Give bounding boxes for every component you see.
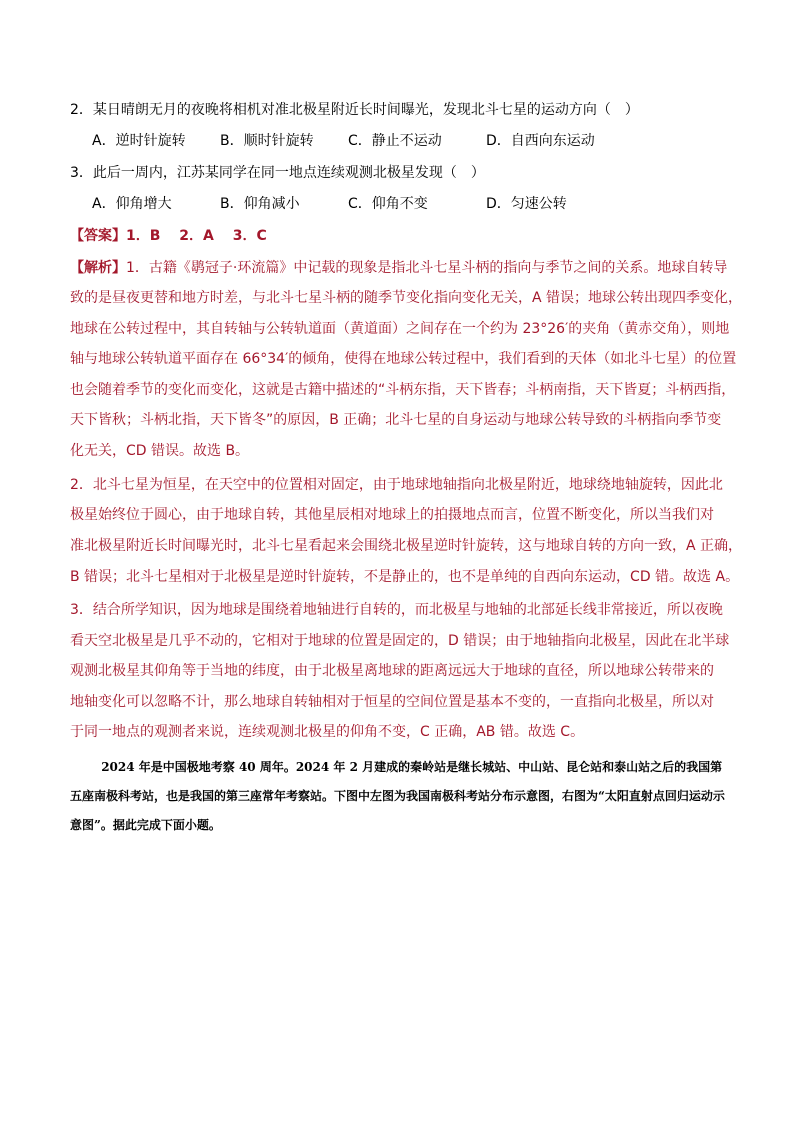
question-2-stem: 2．某日晴朗无月的夜晚将相机对准北极星附近长时间曝光，发现北斗七星的运动方向（ ） xyxy=(70,102,639,118)
analysis-line: 极星始终位于圆心，由于地球自转，其他星辰相对地球上的拍摄地点而言，位置不断变化，所以当我们对 xyxy=(70,507,714,523)
analysis-line: 轴与地球公转轨道平面存在 66°34′的倾角，使得在地球公转过程中，我们看到的天体（如北斗七星）的位置 xyxy=(70,351,737,367)
analysis-line: 天下皆秋；斗柄北指，天下皆冬”的原因，B 正确；北斗七星的自身运动与地球公转导致的斗柄指向季节变 xyxy=(70,412,722,428)
analysis-line: 2．北斗七星为恒星，在天空中的位置相对固定，由于地球地轴指向北极星附近，地球绕地轴旋转，因此北 xyxy=(70,477,723,493)
question-3-options xyxy=(92,194,567,214)
question-2-option-c: C．静止不运动 xyxy=(348,133,442,149)
analysis-line: 致的是昼夜更替和地方时差，与北斗七星斗柄的随季节变化指向变化无关，A 错误；地球公转出现四季变化， xyxy=(70,290,743,306)
analysis-line: 也会随着季节的变化而变化，这就是古籍中描述的“斗柄东指，天下皆春；斗柄南指，天下皆夏；斗柄西指， xyxy=(70,382,736,398)
question-3-option-c: C．仰角不变 xyxy=(348,196,428,212)
material-paragraph xyxy=(70,753,725,840)
question-3-option-a: A．仰角增大 xyxy=(92,196,172,212)
analysis-line: 准北极星附近长时间曝光时，北斗七星看起来会围绕北极星逆时针旋转，这与地球自转的方向一致，A 正确， xyxy=(70,538,743,554)
question-3-option-b: B．仰角减小 xyxy=(220,196,300,212)
analysis-line: 于同一地点的观测者来说，连续观测北极星的仰角不变，C 正确，AB 错。故选 C。 xyxy=(70,724,585,740)
analysis-line: 看天空北极星是几乎不动的，它相对于地球的位置是固定的，D 错误；由于地轴指向北极星，因此在北半球 xyxy=(70,633,730,649)
analysis-line: B 错误；北斗七星相对于北极星是逆时针旋转，不是静止的，也不是单纯的自西向东运动，CD 错。故选 A。 xyxy=(70,569,740,585)
analysis-line: 观测北极星其仰角等于当地的纬度，由于北极星离地球的距离远远大于地球的直径，所以地球公转带来的 xyxy=(70,663,714,679)
answer-text: 1．B 2．A 3．C xyxy=(126,228,267,244)
answer-label: 【答案】 xyxy=(70,228,126,244)
question-3-stem: 3．此后一周内，江苏某同学在同一地点连续观测北极星发现（ ） xyxy=(70,165,485,181)
analysis-line: 化无关，CD 错误。故选 B。 xyxy=(70,443,250,459)
question-3-option-d: D．匀速公转 xyxy=(486,196,567,212)
question-2-option-b: B．顺时针旋转 xyxy=(220,133,314,149)
analysis-line: 地轴变化可以忽略不计，那么地球自转轴相对于恒星的空间位置是基本不变的，一直指向北极星，所以对 xyxy=(70,694,714,710)
question-2-option-d: D．自西向东运动 xyxy=(486,133,595,149)
analysis-line: 地球在公转过程中，其自转轴与公转轨道面（黄道面）之间存在一个约为 23°26′的夹角（黄赤交角），则地 xyxy=(70,321,730,337)
question-2-option-a: A．逆时针旋转 xyxy=(92,133,186,149)
analysis-line: 3．结合所学知识，因为地球是围绕着地轴进行自转的，而北极星与地轴的北部延长线非常接近，所以夜晚 xyxy=(70,602,723,618)
question-2-options xyxy=(92,131,595,151)
material-text: 2024 年是中国极地考察 40 周年。2024 年 2 月建成的秦岭站是继长城站、中山站、昆仑站和泰山站之后的我国第五座南极科考站，也是我国的第三座常年考察站。下图中左图为我国南极科考站分布示意图，右图为“太阳直射点回归运动示意图”。据此完成下面小题。 xyxy=(70,760,725,832)
answer-block xyxy=(70,226,730,246)
analysis-label: 【解析】 xyxy=(70,260,126,276)
analysis-line: 【解析】1．古籍《鹖冠子·环流篇》中记载的现象是指北斗七星斗柄的指向与季节之间的关系。地球自转导 xyxy=(70,260,728,276)
